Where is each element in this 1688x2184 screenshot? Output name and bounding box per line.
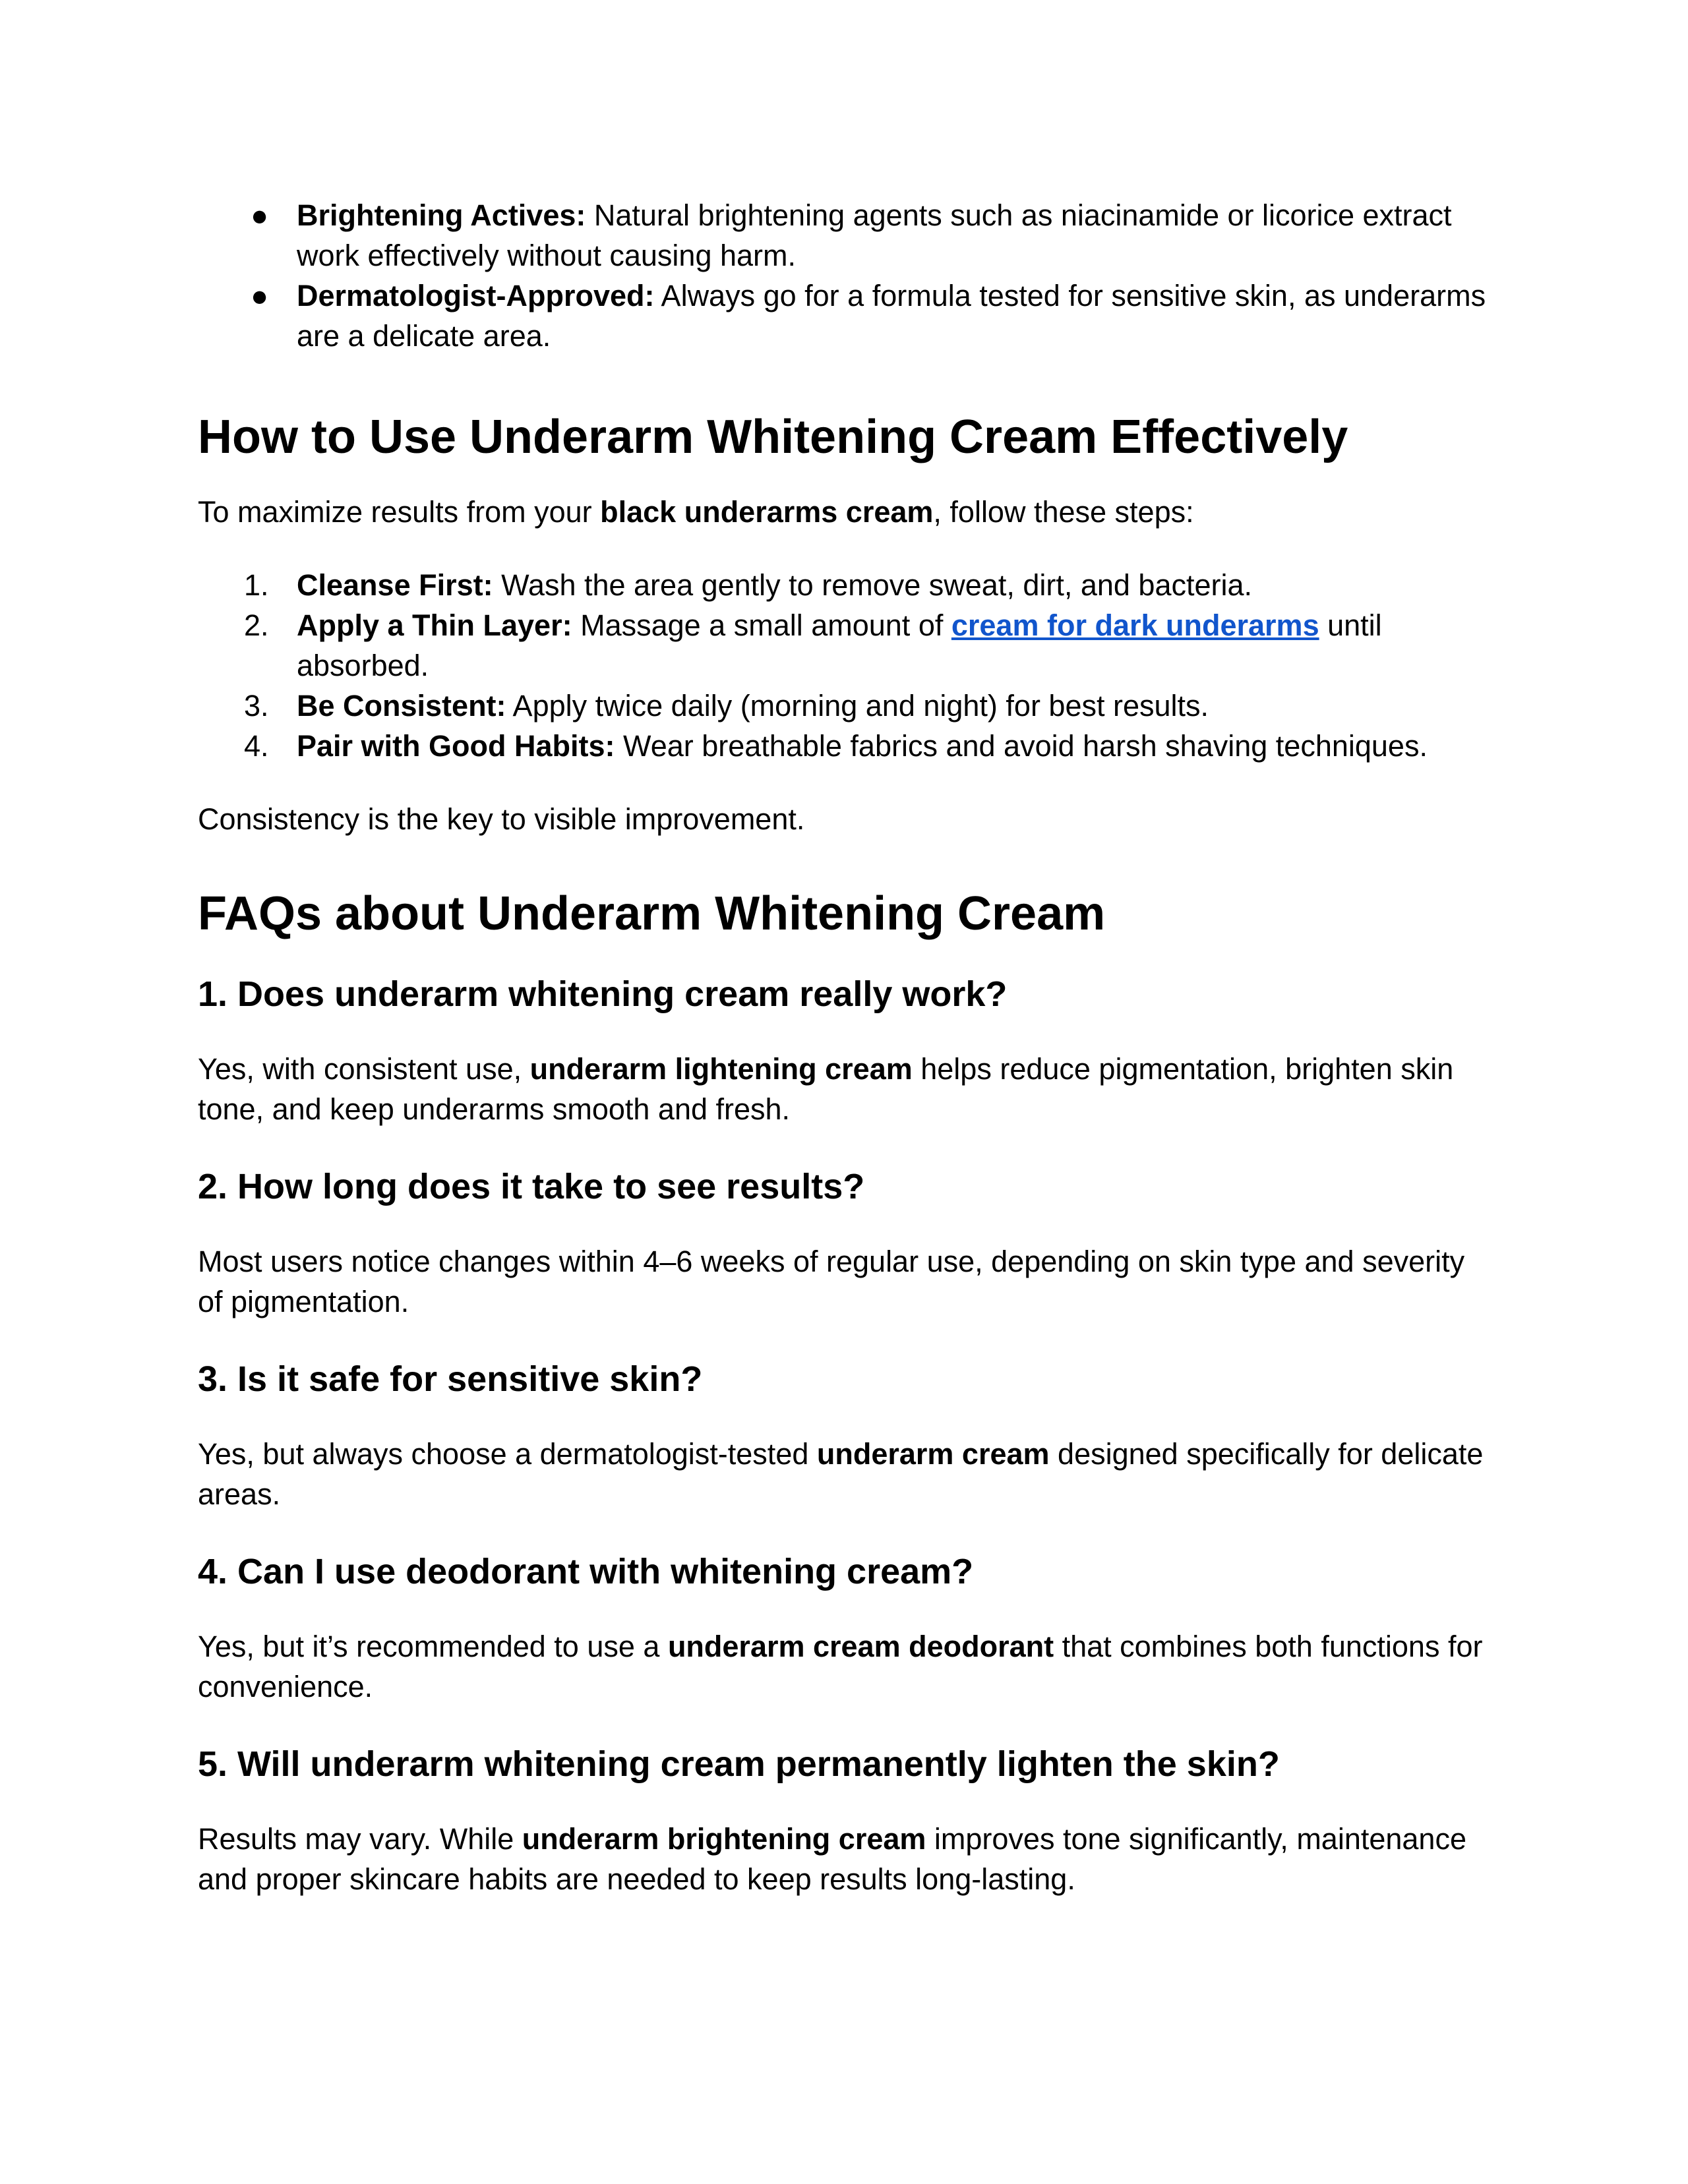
how-to-intro	[198, 492, 1490, 532]
answer-bold: underarm cream deodorant	[667, 1630, 1054, 1663]
list-item-text: Natural brightening agents such as niacinamide or licorice extract work effectively without causing harm.	[297, 198, 1452, 272]
list-item-bold: Dermatologist-Approved:	[297, 279, 655, 312]
faq-answer	[198, 1626, 1490, 1707]
list-item	[198, 195, 1490, 276]
faqs-heading: FAQs about Underarm Whitening Cream	[198, 887, 1106, 940]
answer-bold: underarm lightening cream	[529, 1052, 913, 1086]
intro-text-end: , follow these steps:	[933, 495, 1194, 529]
answer-text-end: that combines both functions for convenience.	[198, 1630, 1483, 1703]
answer-text: Results may vary. While	[198, 1822, 522, 1856]
step-text: Wear breathable fabrics and avoid harsh shaving techniques.	[615, 729, 1428, 763]
answer-text: Yes, but it’s recommended to use a	[198, 1630, 668, 1663]
how-to-steps	[198, 565, 1490, 766]
intro-text: To maximize results from your	[198, 495, 601, 529]
step-bold: Be Consistent:	[297, 689, 506, 723]
step-item	[198, 605, 1490, 686]
step-number: 4.	[244, 729, 269, 763]
step-bold: Pair with Good Habits:	[297, 729, 615, 763]
faq-question: 1. Does underarm whitening cream really work?	[198, 974, 1008, 1014]
step-number: 1.	[244, 568, 269, 602]
faq-question: 5. Will underarm whitening cream permanently lighten the skin?	[198, 1744, 1280, 1784]
step-text: Wash the area gently to remove sweat, dirt, and bacteria.	[493, 568, 1253, 602]
step-item	[198, 686, 1490, 726]
answer-text: Yes, with consistent use,	[198, 1052, 530, 1086]
list-item-text: Always go for a formula tested for sensitive skin, as underarms are a delicate area.	[297, 279, 1486, 353]
document-content	[198, 195, 1490, 1899]
answer-text-end: improves tone significantly, maintenance and proper skincare habits are needed to keep results long-lasting.	[198, 1822, 1466, 1896]
bullet-icon: ●	[251, 198, 269, 232]
step-item	[198, 726, 1490, 766]
how-to-heading: How to Use Underarm Whitening Cream Effectively	[198, 411, 1348, 463]
faq-answer	[198, 1049, 1490, 1129]
faq-answer	[198, 1241, 1490, 1322]
faq-answer	[198, 1819, 1490, 1899]
step-bold: Apply a Thin Layer:	[297, 608, 572, 642]
how-to-closing: Consistency is the key to visible improvement.	[198, 802, 805, 836]
faq-question: 2. How long does it take to see results?	[198, 1167, 865, 1206]
answer-text-end: designed specifically for delicate areas.	[198, 1437, 1484, 1511]
step-number: 3.	[244, 689, 269, 723]
step-text: Apply twice daily (morning and night) for best results.	[506, 689, 1209, 723]
step-number: 2.	[244, 608, 269, 642]
answer-text: Yes, but always choose a dermatologist-tested	[198, 1437, 817, 1471]
faq-answer	[198, 1434, 1490, 1514]
step-text-end: until absorbed.	[297, 608, 1382, 682]
list-item	[198, 276, 1490, 356]
step-item	[198, 565, 1490, 605]
bullet-icon: ●	[251, 279, 269, 312]
answer-bold: underarm cream	[816, 1437, 1050, 1471]
answer-text-end: helps reduce pigmentation, brighten skin tone, and keep underarms smooth and fresh.	[198, 1052, 1454, 1126]
answer-text: Most users notice changes within 4–6 weeks of regular use, depending on skin type and severity of pigmentation.	[198, 1245, 1465, 1318]
faq-question: 3. Is it safe for sensitive skin?	[198, 1359, 703, 1399]
step-text: Massage a small amount of	[572, 608, 951, 642]
answer-bold: underarm brightening cream	[522, 1822, 926, 1856]
step-bold: Cleanse First:	[297, 568, 493, 602]
top-bullet-list	[198, 195, 1490, 356]
faq-question: 4. Can I use deodorant with whitening cream?	[198, 1552, 974, 1591]
cream-link[interactable]: cream for dark underarms	[951, 608, 1319, 642]
intro-bold: black underarms cream	[600, 495, 934, 529]
list-item-bold: Brightening Actives:	[297, 198, 586, 232]
